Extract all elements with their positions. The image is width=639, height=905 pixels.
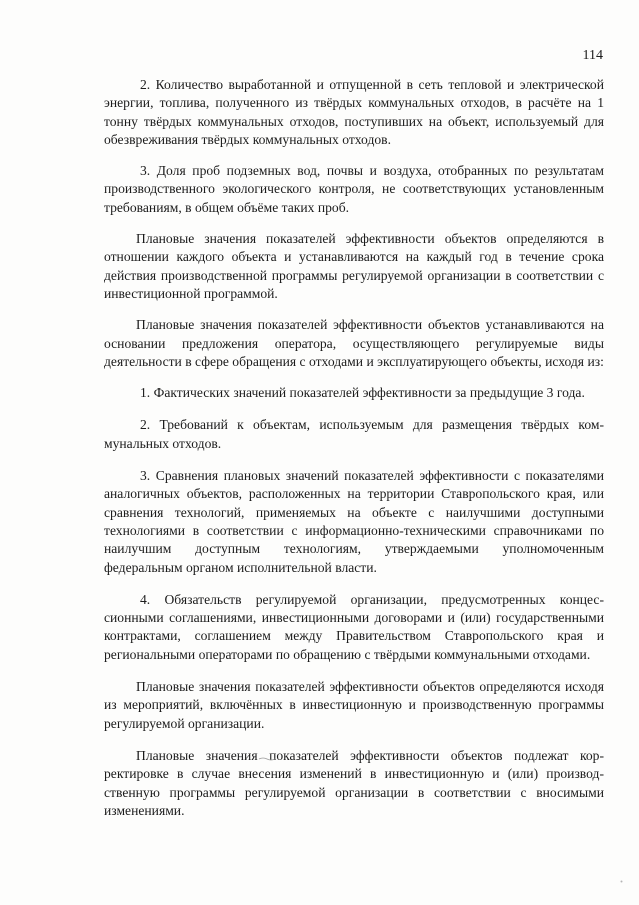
paragraph-basis-item-1: 1. Фактических значений показателей эффективности за предыдущие 3 года. — [140, 385, 585, 401]
document-body — [104, 76, 604, 820]
paragraph-planned-values-adjustment: Плановые значения показателей эффективности объектов подлежат корректировке в случае внесения изменений в инвестиционную и (или) производственную программы регулируемой организации в соответствии с вносимыми изменениями. — [104, 747, 604, 818]
scan-artifact — [258, 757, 276, 761]
paragraph-basis-item-2: 2. Требований к объектам, используемым для размещения твёрдых коммунальных отходов. — [104, 417, 604, 451]
page-number: 114 — [582, 48, 603, 63]
paragraph-item-2-energy: 2. Количество выработанной и отпущенной в сеть тепловой и электрической энергии, топлива, полученного из твёрдых коммунальных отходов, в расчёте на 1 тонну твёрдых коммунальных отходов, поступивших на объект, используемый для обезвреживания твёрдых коммунальных отходов. — [104, 77, 604, 147]
paragraph-planned-values-defined: Плановые значения показателей эффективности объектов определяются в отношении каждого объекта и устанавливаются на каждый год в течение срока действия производственной программы регулируемой организации в соответствии с инвестиционной программой. — [104, 231, 604, 301]
paragraph-basis-item-3: 3. Сравнения плановых значений показателей эффективности с показателями аналогичных объектов, расположенных на территории Ставропольского края, или сравнения технологий, применяемых на объекте с наилучшими доступными технологиями в соответствии с информационно-техническими справочниками по наилучшим доступным технологиям, утверждаемыми уполномоченным федеральным органом исполнительной власти. — [104, 468, 604, 575]
scan-speck — [620, 880, 623, 883]
paragraph-planned-values-basis: Плановые значения показателей эффективности объектов устанавливаются на основании предложения оператора, осуществляющего регулируемые виды деятельности в сфере обращения с отходами и эксплуатирующего объекты, исходя из: — [104, 317, 604, 369]
paragraph-item-3-samples: 3. Доля проб подземных вод, почвы и воздуха, отобранных по результатам производственного экологического контроля, не соответствующих установленным требованиям, в общем объёме таких проб. — [104, 163, 604, 215]
paragraph-basis-item-4: 4. Обязательств регулируемой организации, предусмотренных концессионными соглашениями, инвестиционными договорами и (или) государственными контрактами, соглашением между Правительством Ставропольского края и региональными операторами по обращению с твёрдыми коммунальными отходами. — [104, 591, 604, 662]
paragraph-planned-values-measures: Плановые значения показателей эффективности объектов определяются исходя из мероприятий, включённых в инвестиционную и производственную программы регулируемой организации. — [104, 679, 604, 731]
